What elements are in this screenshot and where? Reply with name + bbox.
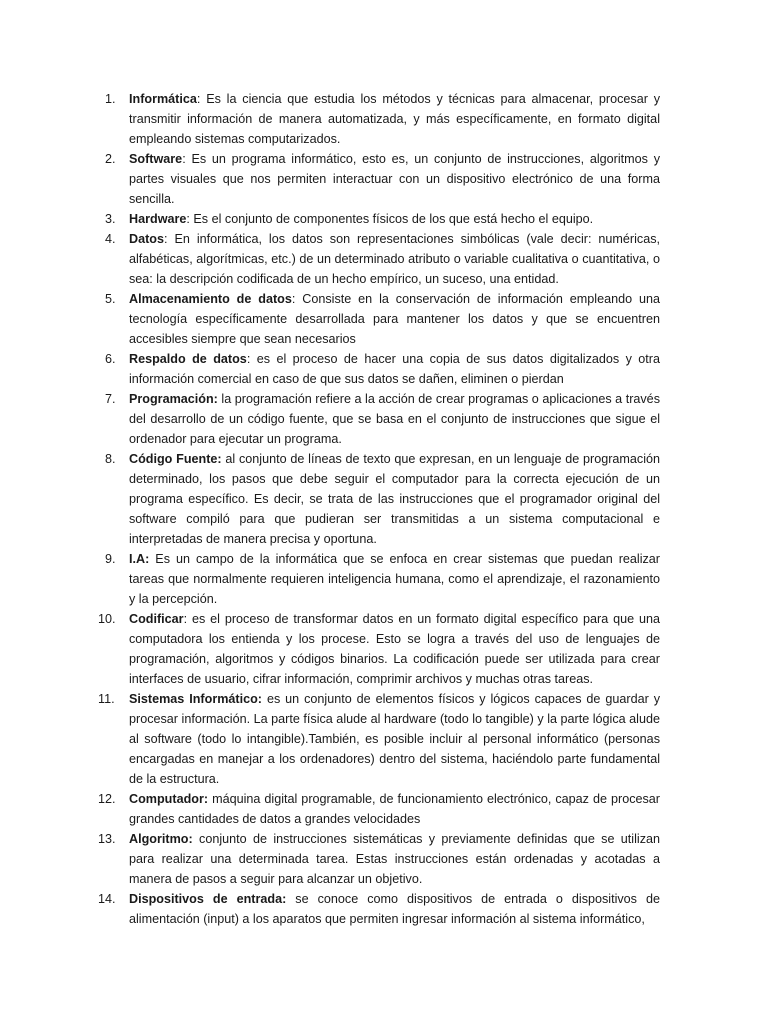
- item-term: Informática: [129, 92, 197, 106]
- item-separator: :: [183, 612, 192, 626]
- item-definition: al conjunto de líneas de texto que expresan, en un lenguaje de programación determinado, los pasos que debe seguir el computador para la correcta ejecución de un programa específico. Es decir, se trata de las instrucciones que el programador original del software compiló para que pudieran ser transmitidas a un sistema computacional e interpretadas de manera precisa y oportuna.: [129, 452, 661, 546]
- item-term: Codificar: [129, 612, 184, 626]
- item-number: 11.: [98, 692, 115, 706]
- item-definition: la programación refiere a la acción de crear programas o aplicaciones a través del desarrollo de un código fuente, que se basa en el conjunto de instrucciones que sigue el ordenador para ejecutar un programa.: [129, 392, 660, 446]
- item-number: 3.: [105, 212, 116, 226]
- item-separator: :: [186, 212, 194, 226]
- item-number: 14.: [98, 892, 116, 906]
- item-number: 8.: [105, 452, 116, 466]
- item-separator: :: [291, 292, 303, 306]
- item-number: 12.: [98, 792, 116, 806]
- list-item: [96, 289, 660, 349]
- item-number: 1.: [105, 92, 116, 106]
- item-separator: :: [182, 152, 192, 166]
- item-term: Respaldo de datos: [129, 352, 247, 366]
- item-definition: se conoce como dispositivos de entrada o dispositivos de alimentación (input) a los aparatos que permiten ingresar información al sistema informático,: [129, 892, 661, 926]
- item-term: Hardware: [129, 212, 187, 226]
- list-item: [96, 89, 660, 149]
- item-number: 6.: [105, 352, 116, 366]
- item-term: Programación:: [129, 392, 218, 406]
- list-item: [96, 389, 660, 449]
- definitions-list: [96, 89, 660, 929]
- item-number: 9.: [105, 552, 116, 566]
- list-item: [96, 149, 660, 209]
- list-item: [96, 789, 660, 829]
- item-definition: Es un campo de la informática que se enfoca en crear sistemas que puedan realizar tareas que normalmente requieren inteligencia humana, como el aprendizaje, el razonamiento y la percepción.: [129, 552, 660, 606]
- item-term: Sistemas Informático:: [129, 692, 262, 706]
- list-item: [96, 609, 660, 689]
- item-definition: Es la ciencia que estudia los métodos y técnicas para almacenar, procesar y transmitir información de manera automatizada, y más específicamente, en formato digital empleando sistemas computarizados.: [129, 92, 661, 146]
- item-number: 4.: [105, 232, 116, 246]
- item-definition: Es el conjunto de componentes físicos de los que está hecho el equipo.: [193, 212, 594, 226]
- item-separator: :: [246, 352, 257, 366]
- list-item: [96, 229, 660, 289]
- item-definition: es el proceso de transformar datos en un formato digital específico para que una computadora los entienda y los procese. Esto se logra a través del uso de lenguajes de programación, algoritmos y códigos binarios. La codificación puede ser utilizada para crear interfaces de usuario, cifrar información, comprimir archivos y muchas otras tareas.: [129, 612, 660, 686]
- item-number: 7.: [105, 392, 116, 406]
- item-term: Dispositivos de entrada:: [129, 892, 287, 906]
- list-item: [96, 549, 660, 609]
- item-term: Algoritmo:: [129, 832, 193, 846]
- item-definition: Consiste en la conservación de información empleando una tecnología específicamente desarrollada para mantener los datos y que se encuentren accesibles siempre que sean necesarios: [129, 292, 661, 346]
- item-definition: En informática, los datos son representaciones simbólicas (vale decir: numéricas, alfabéticas, algorítmicas, etc.) de un determinado atributo o variable cualitativa o cuantitativa, o sea: la descripción codificada de un hecho empírico, un suceso, una entidad.: [129, 232, 661, 286]
- item-term: Software: [129, 152, 183, 166]
- item-definition: es el proceso de hacer una copia de sus datos digitalizados y otra información comercial en caso de que sus datos se dañen, eliminen o pierdan: [129, 352, 661, 386]
- item-term: Datos: [129, 232, 164, 246]
- item-definition: es un conjunto de elementos físicos y lógicos capaces de guardar y procesar información. La parte física alude al hardware (todo lo tangible) y la parte lógica alude al software (todo lo intangible).También, es posible incluir al personal informático (personas encargadas en manejar a los ordenadores) dentro del sistema, haciéndolo parte fundamental de la estructura.: [129, 692, 660, 786]
- item-term: Almacenamiento de datos: [129, 292, 292, 306]
- item-number: 2.: [105, 152, 116, 166]
- item-number: 5.: [105, 292, 116, 306]
- item-number: 10.: [98, 612, 116, 626]
- list-item: [96, 349, 660, 389]
- list-item: [96, 889, 660, 929]
- list-item: [96, 689, 660, 789]
- item-definition: Es un programa informático, esto es, un conjunto de instrucciones, algoritmos y partes visuales que nos permiten interactuar con un dispositivo electrónico de una forma sencilla.: [129, 152, 660, 206]
- item-term: Computador:: [129, 792, 209, 806]
- item-number: 13.: [98, 832, 116, 846]
- item-term: I.A:: [129, 552, 150, 566]
- item-definition: máquina digital programable, de funcionamiento electrónico, capaz de procesar grandes cantidades de datos a grandes velocidades: [129, 792, 661, 826]
- item-separator: :: [164, 232, 175, 246]
- item-separator: :: [196, 92, 207, 106]
- list-item: [96, 209, 660, 229]
- item-separator: [286, 892, 295, 906]
- list-item: [96, 829, 660, 889]
- item-term: Código Fuente:: [129, 452, 222, 466]
- item-definition: conjunto de instrucciones sistemáticas y previamente definidas que se utilizan para realizar una determinada tarea. Estas instrucciones están ordenadas y acotadas a manera de pasos a seguir para alcanzar un objetivo.: [129, 832, 661, 886]
- list-item: [96, 449, 660, 549]
